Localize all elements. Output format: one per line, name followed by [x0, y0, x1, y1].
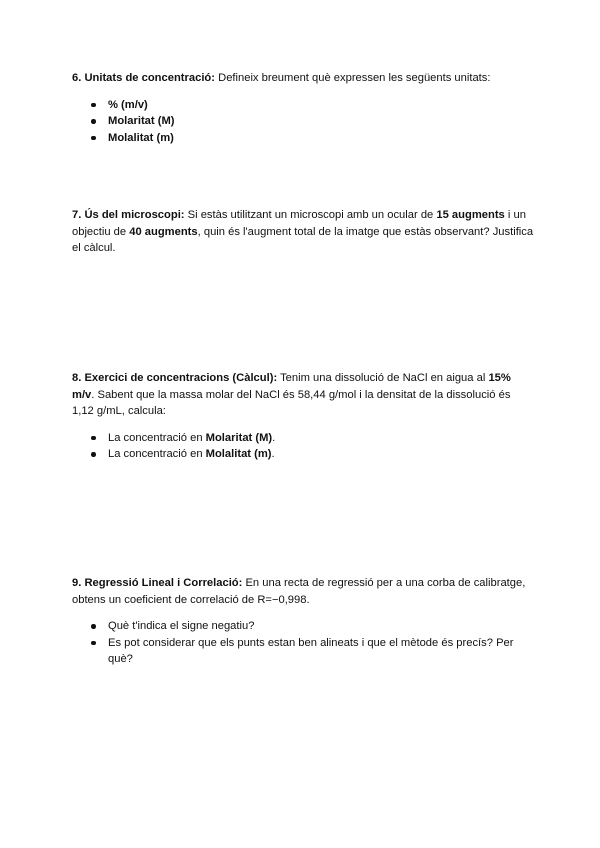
list-item: Es pot considerar que els punts estan ben alineats i que el mètode és precís? Per què?: [72, 635, 534, 668]
question-7: [72, 207, 534, 257]
list-item: La concentració en Molalitat (m).: [72, 446, 534, 463]
question-8-list: [72, 430, 534, 463]
question-8: [72, 370, 534, 463]
list-item: Molalitat (m): [72, 130, 534, 147]
question-9-title: 9. Regressió Lineal i Correlació:: [72, 577, 243, 589]
question-7-statement: 7. Ús del microscopi: Si estàs utilitzant un microscopi amb un ocular de 15 augments i un objectiu de 40 augments, quin és l'augment total de la imatge que estàs observant? Justifica el càlcul.: [72, 209, 534, 254]
question-6-text: Defineix breument què expressen les següents unitats:: [215, 72, 491, 84]
question-9: [72, 575, 534, 668]
question-6-title: 6. Unitats de concentració:: [72, 72, 215, 84]
question-8-statement: 8. Exercici de concentracions (Càlcul): Tenim una dissolució de NaCl en aigua al 15% m/v. Sabent que la massa molar del NaCl és 58,44 g/mol i la densitat de la dissolució és 1,12 g/mL, calcula:: [72, 372, 511, 417]
list-item: % (m/v): [72, 97, 534, 114]
list-item: Molaritat (M): [72, 113, 534, 130]
question-7-title: 7. Ús del microscopi:: [72, 209, 185, 221]
list-item: Què t'indica el signe negatiu?: [72, 618, 534, 635]
question-8-title: 8. Exercici de concentracions (Càlcul):: [72, 372, 278, 384]
question-9-statement: 9. Regressió Lineal i Correlació: En una recta de regressió per a una corba de calibratge, obtens un coeficient de correlació de R=−0,998.: [72, 577, 526, 606]
list-item: La concentració en Molaritat (M).: [72, 430, 534, 447]
question-6: [72, 70, 534, 146]
question-9-list: [72, 618, 534, 668]
question-6-statement: [72, 70, 534, 87]
question-6-list: [72, 97, 534, 147]
